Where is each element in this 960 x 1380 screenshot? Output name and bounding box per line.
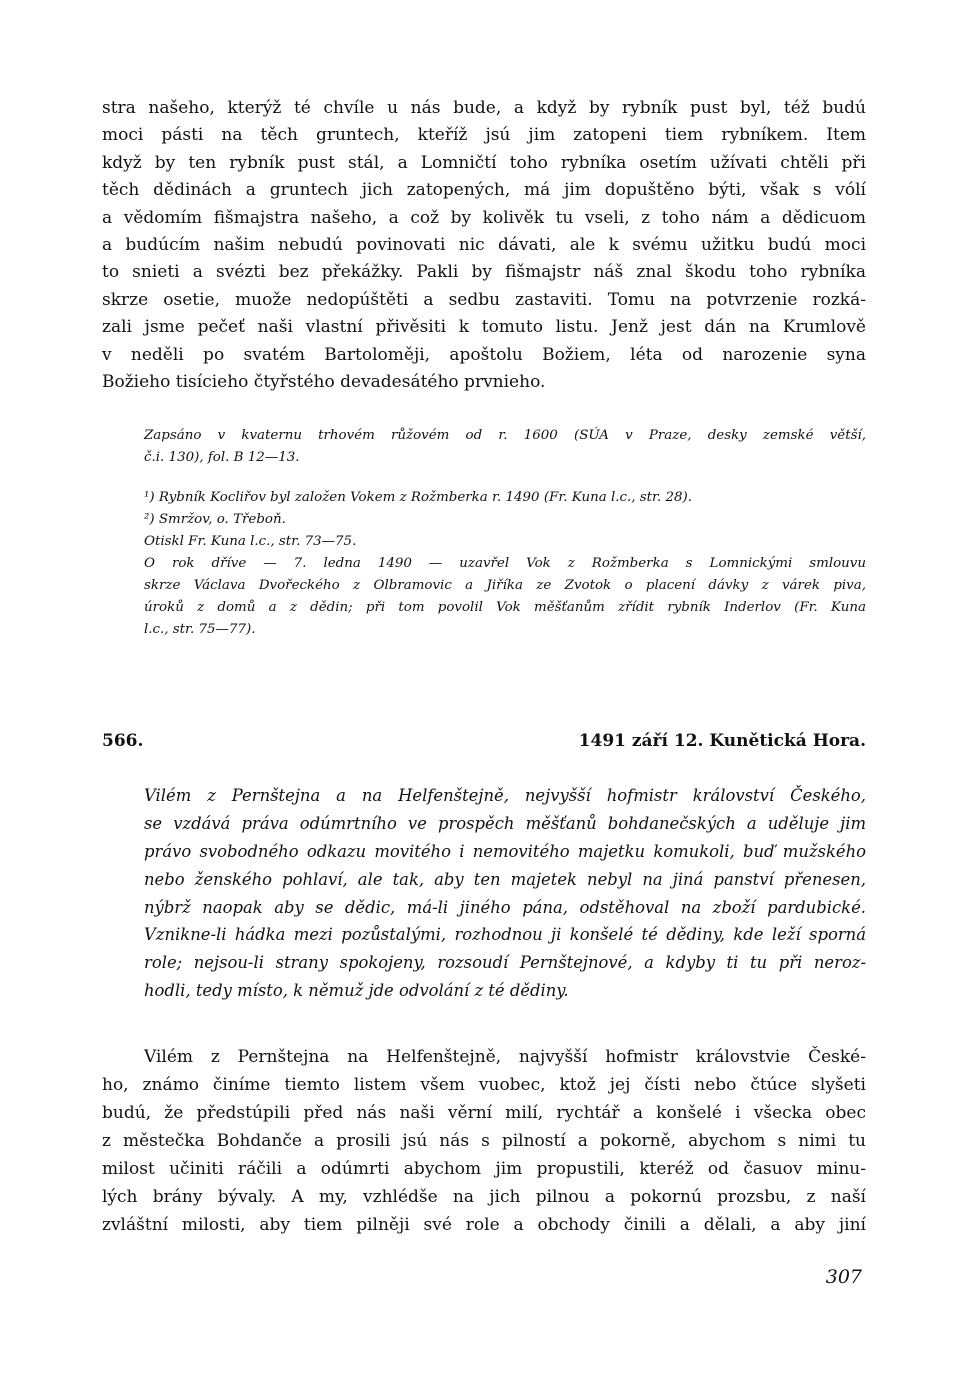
footnote-line: l.c., str. 75—77). [144,622,256,638]
text-line: a budúcím našim nebudú povinovati nic dávati, ale k svému užitku budú moci [102,235,866,256]
body-line: lých brány bývaly. A my, vzhlédše na jich pilnou a pokornú prozsbu, z naší [102,1186,866,1207]
body-line: ho, známo činíme tiemto listem všem vuobec, ktož jej čísti nebo čtúce slyšeti [102,1074,866,1095]
text-line: skrze osetie, muože nedopúštěti a sedbu zastaviti. Tomu na potvrzenie rozká- [102,289,866,310]
summary-line: hodli, tedy místo, k němuž jde odvolání z té dědiny. [144,981,569,1001]
summary-line: Vilém z Pernštejna a na Helfenštejně, nejvyšší hofmistr království Českého, [144,786,866,806]
summary-line: se vzdává práva odúmrtního ve prospěch měšťanů bohdanečských a uděluje jim [144,814,866,834]
body-line: milost učiniti ráčili a odúmrti abychom jim propustili, kteréž od časuov minu- [102,1158,866,1179]
regest-summary [102,782,866,1004]
document-number: 566. [102,731,144,752]
body-line: budú, že předstúpili před nás naši věrní milí, rychtář a konšelé i všecka obec [102,1102,866,1123]
summary-line: nebo ženského pohlaví, ale tak, aby ten majetek nebyl na jiná panství přenesen, [144,869,866,889]
continued-charter-text [102,95,866,396]
document-heading [102,731,866,755]
source-line: č.i. 130), fol. B 12—13. [144,450,300,466]
charter-text [102,1043,866,1239]
footnote-line: ¹) Rybník Kocliřov byl založen Vokem z Rožmberka r. 1490 (Fr. Kuna l.c., str. 28). [144,490,692,506]
body-line: Vilém z Pernštejna na Helfenštejně, najvyšší hofmistr královstvie České- [144,1046,866,1067]
summary-line: role; nejsou-li strany spokojeny, rozsoudí Pernštejnové, a kdyby ti tu při neroz- [144,953,866,973]
text-line: a vědomím fišmajstra našeho, a což by kolivěk tu vseli, z toho nám a dědicuom [102,207,866,228]
footnote-line: úroků z domů a z dědin; při tom povolil Vok měšťanům zřídit rybník Inderlov (Fr. Kuna [144,600,866,616]
summary-line: Vznikne-li hádka mezi pozůstalými, rozhodnou ji konšelé té dědiny, kde leží sporná [144,925,866,945]
footnote-line: Otiskl Fr. Kuna l.c., str. 73—75. [144,534,357,550]
page-number: 307 [825,1266,862,1288]
text-line: Božieho tisícieho čtyřstého devadesátého prvnieho. [102,372,546,393]
source-line: Zapsáno v kvaternu trhovém růžovém od r. 1600 (SÚA v Praze, desky zemské větší, [144,428,866,444]
footnote-line: skrze Václava Dvořeckého z Olbramovic a Jiříka ze Zvotok o placení dávky z várek piva, [144,578,866,594]
text-line: těch dědinách a gruntech jich zatopených, má jim dopuštěno býti, však s vólí [102,180,866,201]
page-content [102,95,866,1239]
source-note [102,425,866,469]
text-line: když by ten rybník pust stál, a Lomničtí toho rybníka osetím užívati chtěli při [102,152,866,173]
text-line: v neděli po svatém Bartoloměji, apoštolu Božiem, léta od narozenie syna [102,344,866,365]
footnote-line: ²) Smržov, o. Třeboň. [144,512,286,528]
body-line: z městečka Bohdanče a prosili jsú nás s pilností a pokorně, abychom s nimi tu [102,1130,866,1151]
footnotes [102,487,866,641]
text-line: moci pásti na těch gruntech, kteříž jsú jim zatopeni tiem rybníkem. Item [102,125,866,146]
text-line: zali jsme pečeť naši vlastní přivěsiti k tomuto listu. Jenž jest dán na Krumlově [102,317,866,338]
body-line: zvláštní milosti, aby tiem pilněji své role a obchody činili a dělali, a aby jiní [102,1214,866,1235]
text-line: to snieti a svézti bez překážky. Pakli by fišmajstr náš znal škodu toho rybníka [102,262,866,283]
summary-line: právo svobodného odkazu movitého i nemovitého majetku komukoli, buď mužského [144,842,866,862]
summary-line: nýbrž naopak aby se dědic, má-li jiného pána, odstěhoval na zboží pardubické. [144,897,866,917]
document-date-place: 1491 září 12. Kunětická Hora. [578,731,866,752]
footnote-line: O rok dříve — 7. ledna 1490 — uzavřel Vok z Rožmberka s Lomnickými smlouvu [144,556,866,572]
text-line: stra našeho, kterýž té chvíle u nás bude, a když by rybník pust byl, též budú [102,98,866,118]
